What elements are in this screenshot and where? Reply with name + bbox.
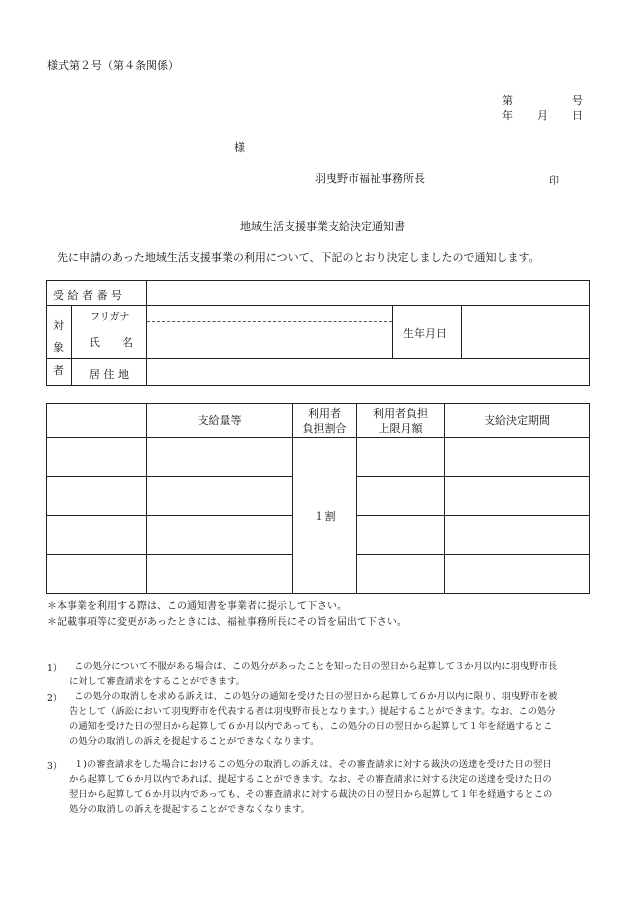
col-limit-header-line2: 上限月額 — [378, 422, 423, 435]
recipient-number-label: 受 給 者 番 号 — [53, 289, 122, 302]
intro-text: 先に申請のあった地域生活支援事業の利用について、下記のとおり決定しましたので通知します。 — [57, 251, 540, 264]
note-3-line-2: から起算して６か月以内であれば、提起することができます。なお、その審査請求に対する決定の送達を受けた日の — [69, 774, 552, 785]
date-year: 年 — [502, 109, 513, 122]
doc-number-suffix: 号 — [572, 94, 583, 107]
issuer: 羽曳野市福祉事務所長 — [315, 172, 425, 185]
document-title: 地域生活支援事業支給決定通知書 — [240, 220, 405, 233]
subject-char-1: 対 — [53, 319, 64, 332]
birth-date-label: 生年月日 — [403, 327, 447, 340]
col-amount-header: 支給量等 — [197, 414, 242, 427]
note-2-number: 2） — [47, 693, 63, 704]
subject-char-2: 象 — [53, 341, 64, 354]
note-3-line-4: 処分の取消しの訴えを提起することができなくなります。 — [69, 804, 310, 815]
col-limit-header-line1: 利用者負担 — [373, 407, 428, 420]
furigana-label: フリガナ — [90, 312, 130, 323]
form-number: 様式第２号（第４条関係） — [47, 59, 179, 72]
note-3 — [69, 757, 552, 817]
note-1-line-1: この処分について不服がある場合は、この処分があったことを知った日の翌日から起算して３か月以内に羽曳野市長 — [74, 661, 558, 672]
recipient-table — [46, 280, 590, 386]
recipient-suffix: 様 — [234, 141, 245, 154]
note-2-line-1: この処分の取消しを求める訴えは、この処分の通知を受けた日の翌日から起算して６か月以内に限り、羽曳野市を被 — [74, 691, 558, 702]
note-3-line-3: 翌日から起算して６か月以内であっても、その審査請求に対する裁決の日の翌日から起算して１年を経過するとこの — [69, 789, 553, 800]
address-label: 居 住 地 — [89, 368, 129, 381]
date-month: 月 — [537, 109, 548, 122]
note-1 — [69, 659, 557, 689]
note-2 — [69, 689, 557, 749]
col-ratio-header-line2: 負担割合 — [302, 422, 347, 435]
subject-char-3: 者 — [53, 364, 64, 377]
doc-number-prefix: 第 — [502, 94, 513, 107]
note-2-line-4: の処分の取消しの訴えを提起することができなくなります。 — [69, 736, 320, 747]
note-1-number: 1） — [47, 663, 63, 674]
note-3-line-1: １)の審査請求をした場合におけるこの処分の取消しの訴えは、その審査請求に対する裁決の送達を受けた日の翌日 — [74, 759, 552, 770]
remark-1: ＊本事業を利用する際は、この通知書を事業者に提示して下さい。 — [47, 601, 347, 612]
note-1-line-2: に対して審査請求をすることができます。 — [69, 676, 245, 687]
ratio-value: １割 — [313, 510, 336, 523]
col-ratio-header-line1: 利用者 — [308, 407, 341, 420]
date-day: 日 — [572, 109, 583, 122]
note-2-line-3: の通知を受けた日の翌日から起算して６か月以内であっても、この処分の日の翌日から起算して１年を経過するとこ — [69, 721, 553, 732]
decision-table — [46, 403, 590, 594]
note-3-number: 3） — [47, 761, 63, 772]
note-2-line-2: 告として（訴訟において羽曳野市を代表する者は羽曳野市長となります。）提起することができます。なお、この処分 — [69, 706, 556, 717]
remark-2: ＊記載事項等に変更があったときには、福祉事務所長にその旨を届出て下さい。 — [47, 617, 407, 628]
seal-mark: 印 — [549, 176, 559, 187]
col-period-header: 支給決定期間 — [484, 414, 550, 427]
name-label: 氏 名 — [89, 336, 133, 349]
